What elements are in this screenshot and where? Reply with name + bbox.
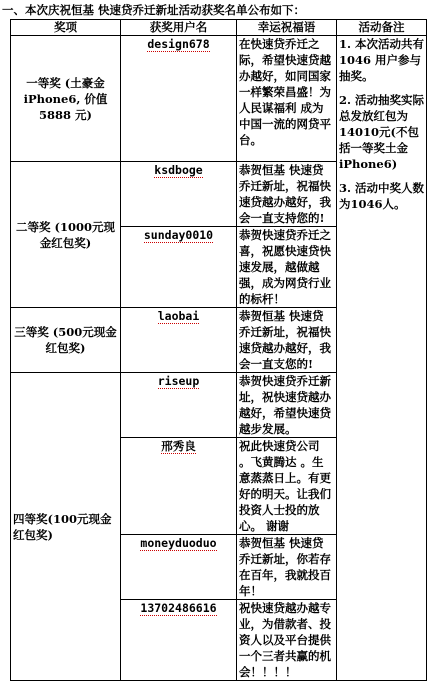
activity-notes xyxy=(337,36,427,681)
winner-username: 邢秀良 xyxy=(121,438,237,535)
winner-wish: 恭贺快速贷乔迁之喜，祝愿快速贷快速发展，越做越强，成为网贷行业的标杆！ xyxy=(237,227,337,308)
winner-wish: 恭贺恒基 快速贷乔迁新址，祝福快速贷越办越好，我会一直支持您的! xyxy=(237,162,337,227)
prize-fourth: 四等奖(100元现金红包奖) xyxy=(11,373,121,681)
winners-table xyxy=(10,19,427,681)
winner-wish: 恭贺快速贷乔迁新址，祝快速贷越办越好，希望快速贷越步发展。 xyxy=(237,373,337,438)
winner-username: riseup xyxy=(121,373,237,438)
note-2: 2. 活动抽奖实际总发放红包为14010元(不包括一等奖土金 iPhone6) xyxy=(339,93,425,171)
note-3: 3. 活动中奖人数为1046人。 xyxy=(339,181,425,211)
header-wish: 幸运祝福语 xyxy=(237,20,337,36)
winner-wish: 祝快速贷越办越专业，为借款者、投资人以及平台提供一个三者共赢的机会！！！！ xyxy=(237,600,337,681)
winner-username: ksdboge xyxy=(121,162,237,227)
note-1: 1. 本次活动共有 1046 用户参与抽奖。 xyxy=(339,37,425,83)
winner-username: 13702486616 xyxy=(121,600,237,681)
prize-third: 三等奖 (500元现金红包奖) xyxy=(11,308,121,373)
header-notes: 活动备注 xyxy=(337,20,427,36)
winner-username: sunday0010 xyxy=(121,227,237,308)
document-heading: 一、本次庆祝恒基 快速贷乔迁新址活动获奖名单公布如下： xyxy=(2,3,306,17)
winner-username: laobai xyxy=(121,308,237,373)
table-header-row xyxy=(11,20,427,36)
prize-second: 二等奖 (1000元现金红包奖) xyxy=(11,162,121,308)
winner-wish: 祝此快速贷公司 。飞黄腾达 。生意蒸蒸日上。有更好的明天。让我们投资人士投的放心。 谢谢 xyxy=(237,438,337,535)
prize-first: 一等奖 (土豪金 iPhone6, 价值 5888 元) xyxy=(11,36,121,162)
header-username: 获奖用户名 xyxy=(121,20,237,36)
header-prize: 奖项 xyxy=(11,20,121,36)
table-row xyxy=(11,36,427,162)
winner-username: moneyduoduo xyxy=(121,535,237,600)
winner-wish: 恭贺恒基 快速贷乔迁新址，祝福快速贷越办越好，我会一直支您的! xyxy=(237,308,337,373)
winner-wish: 在快速贷乔迁之际，希望快速贷越办越好，如同国家一样繁荣昌盛！为人民谋福利 成为中国一流的网贷平台。 xyxy=(237,36,337,162)
winner-wish: 恭贺恒基 快速贷乔迁新址，你若存在百年，我就投百年！ xyxy=(237,535,337,600)
winner-username: design678 xyxy=(121,36,237,162)
